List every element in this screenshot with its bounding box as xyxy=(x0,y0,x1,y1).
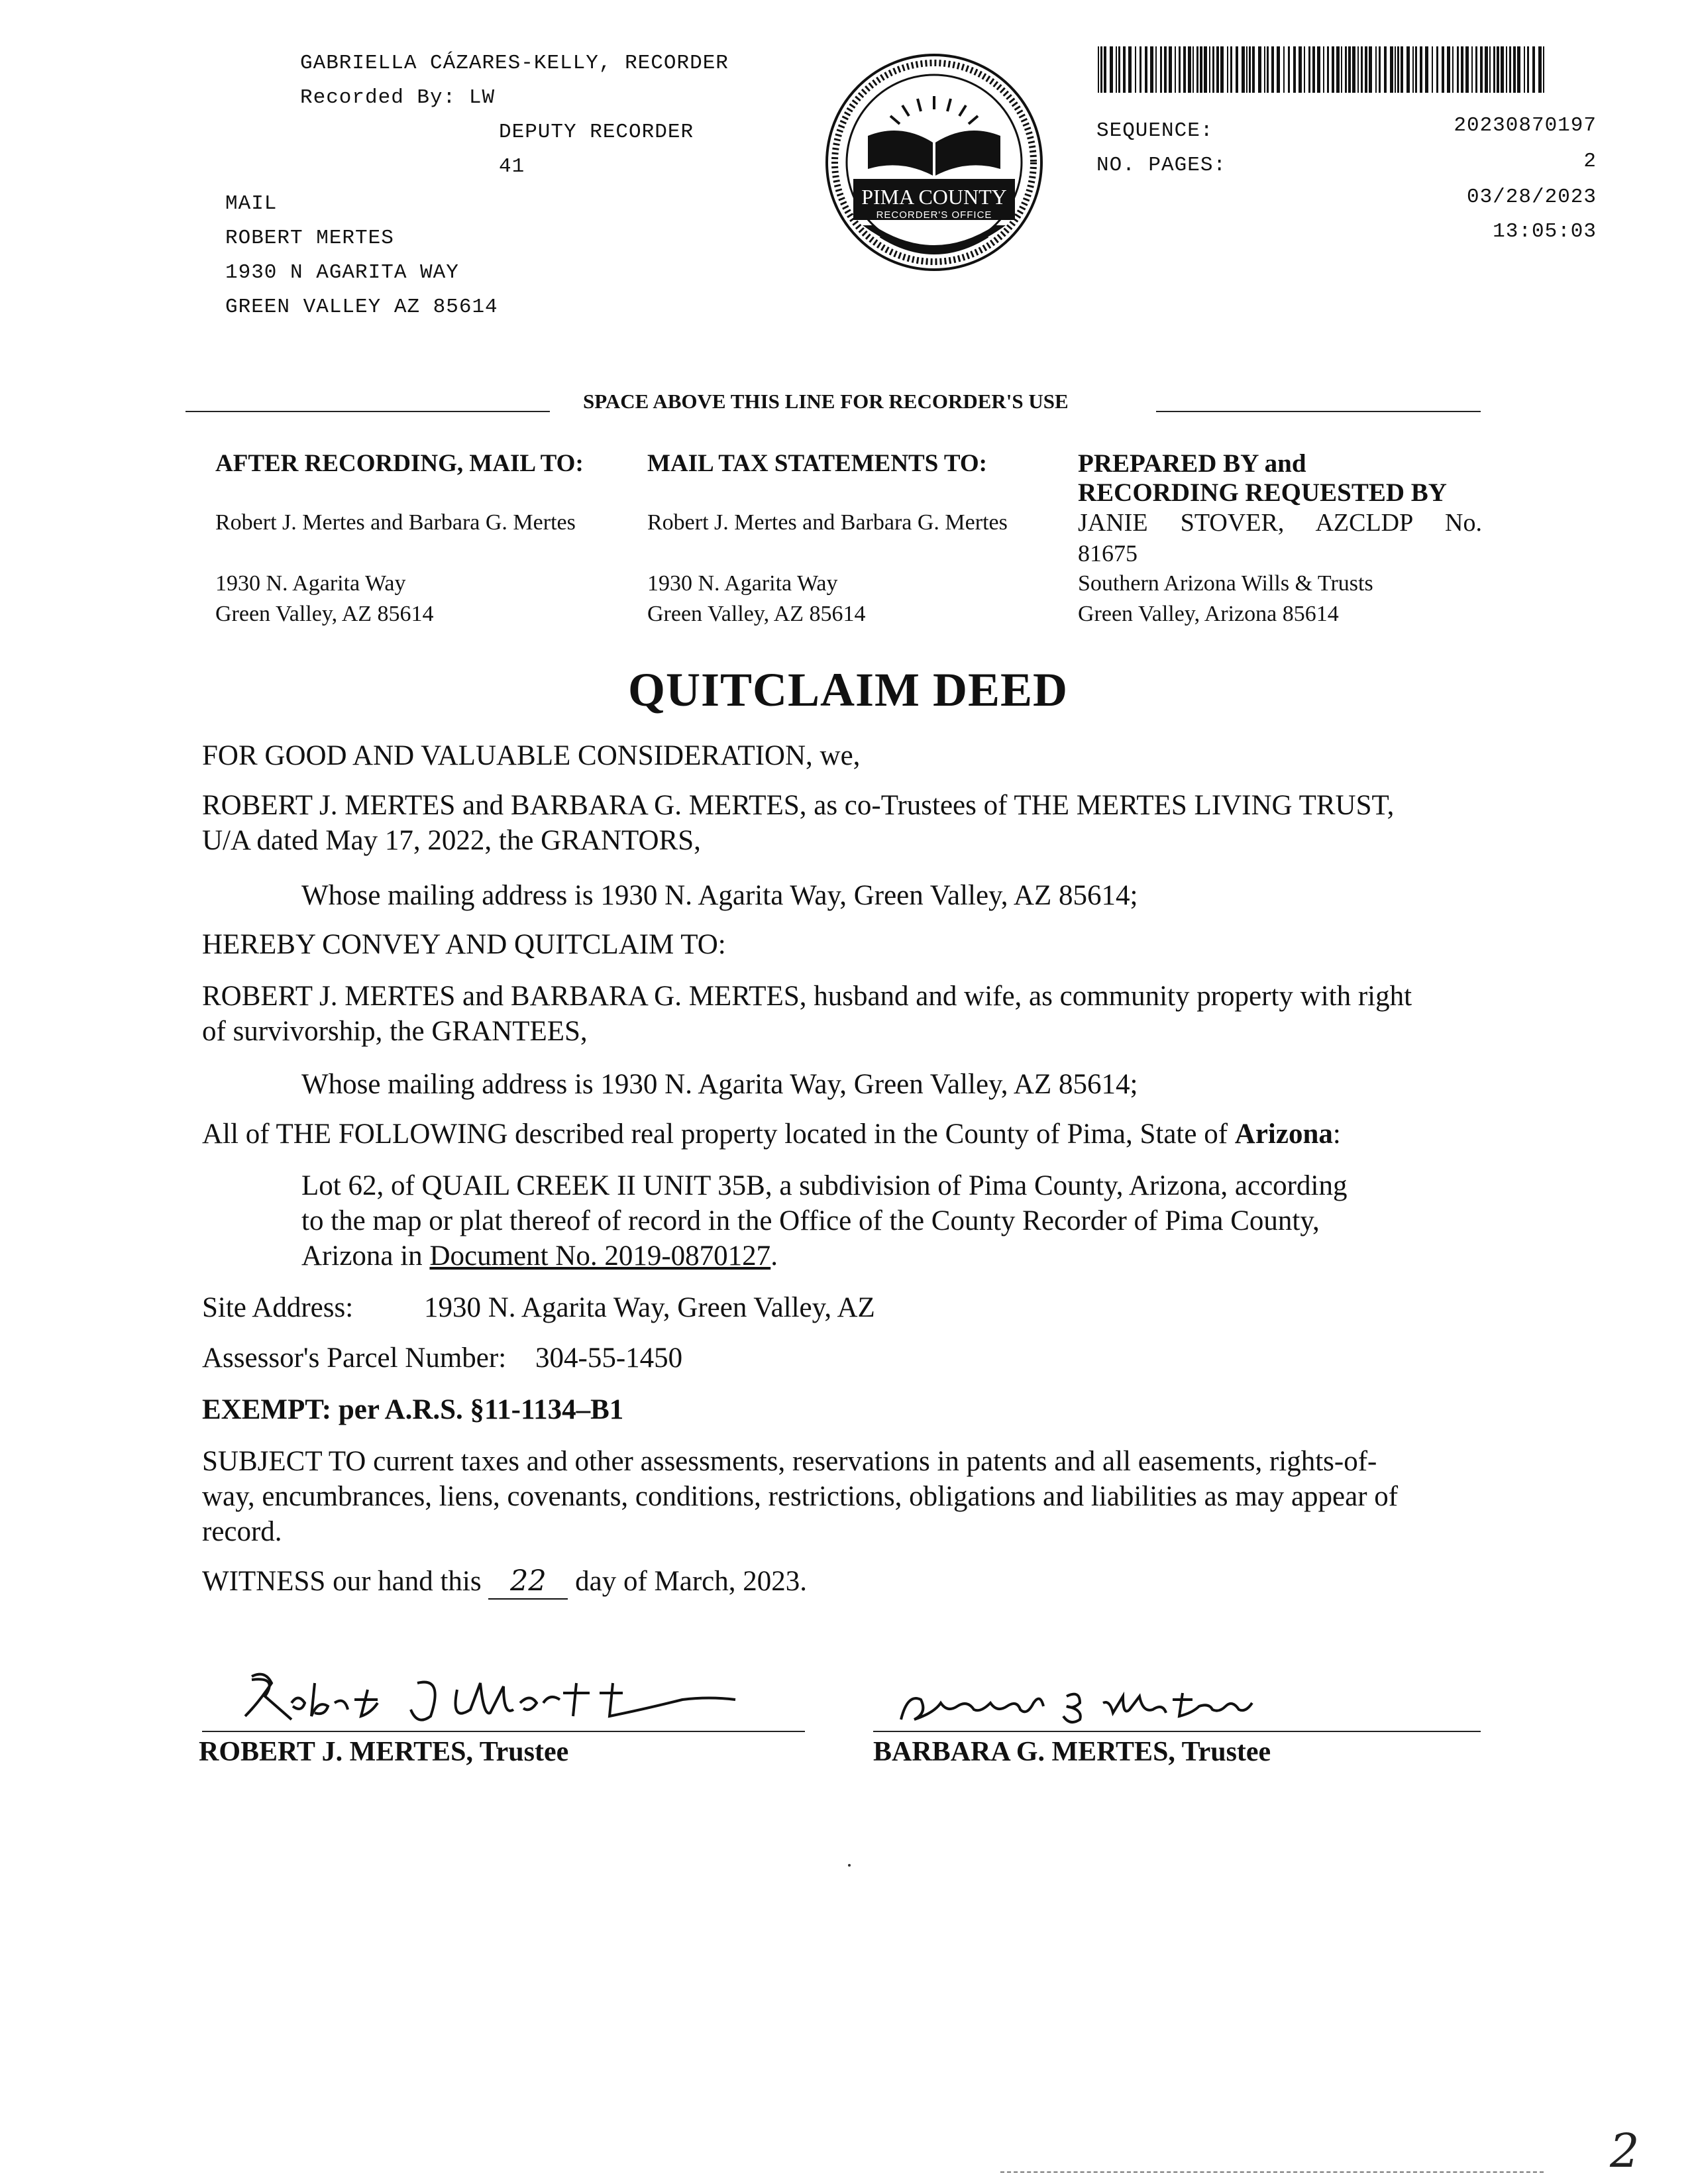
barcode-bar xyxy=(1361,46,1363,93)
barcode-bar xyxy=(1135,46,1136,93)
mail-tax-column xyxy=(647,449,1071,629)
sequence-label: SEQUENCE: xyxy=(1096,119,1214,142)
prepared-by-firm: Southern Arizona Wills & Trusts xyxy=(1078,571,1373,596)
barcode-bar xyxy=(1200,46,1202,93)
barcode-bar xyxy=(1475,46,1477,93)
barcode-bar xyxy=(1485,46,1488,93)
barcode-bar xyxy=(1123,46,1126,93)
barcode-bar xyxy=(1524,46,1525,93)
record-date: 03/28/2023 xyxy=(1466,186,1597,209)
barbara-name: BARBARA G. MERTES, Trustee xyxy=(873,1737,1271,1767)
barcode-bar xyxy=(1480,46,1483,93)
barcode-bar xyxy=(1304,46,1305,93)
barcode-bar xyxy=(1420,46,1422,93)
robert-signature xyxy=(219,1663,768,1739)
barcode-bar xyxy=(1365,46,1367,93)
after-recording-city: Green Valley, AZ 85614 xyxy=(215,602,434,626)
after-recording-name: Robert J. Mertes and Barbara G. Mertes xyxy=(215,510,576,535)
mail-city: GREEN VALLEY AZ 85614 xyxy=(225,296,498,319)
barcode-bar xyxy=(1312,46,1315,93)
exempt-text: EXEMPT: per A.R.S. §11-1134–B1 xyxy=(202,1394,624,1425)
barcode-bar xyxy=(1179,46,1181,93)
barcode-bar xyxy=(1271,46,1274,93)
prepared-by-heading-1: PREPARED BY and xyxy=(1078,449,1306,478)
grantor-address: Whose mailing address is 1930 N. Agarita Way, Green Valley, AZ 85614; xyxy=(301,880,1138,911)
legal-line-2: to the map or plat thereof of record in the Office of the County Recorder of Pima County, xyxy=(301,1205,1320,1236)
grantees-line-1: ROBERT J. MERTES and BARBARA G. MERTES, husband and wife, as community property with right xyxy=(202,981,1412,1012)
barcode-bar xyxy=(1493,46,1495,93)
barbara-signature-graphic xyxy=(881,1673,1305,1733)
barcode-graphic xyxy=(1096,46,1547,93)
prepared-by-heading-2: RECORDING REQUESTED BY xyxy=(1078,478,1447,507)
barcode-bar xyxy=(1406,46,1410,93)
barcode-bar xyxy=(1249,46,1251,93)
mail-block xyxy=(225,187,498,325)
mail-name: ROBERT MERTES xyxy=(225,227,394,250)
property-colon: : xyxy=(1332,1119,1341,1150)
barcode-bar xyxy=(1145,46,1147,93)
barcode-bar xyxy=(1236,46,1238,93)
recorder-rule-left xyxy=(186,411,550,412)
recorder-name: GABRIELLA CÁZARES-KELLY, RECORDER xyxy=(300,52,729,75)
seal-line2: RECORDER'S OFFICE xyxy=(876,209,992,221)
barcode-bar xyxy=(1246,46,1247,93)
sequence-value: 20230870197 xyxy=(1454,114,1597,137)
barcode-bar xyxy=(1517,46,1520,93)
apn-label: Assessor's Parcel Number: xyxy=(202,1342,507,1374)
pages-label: NO. PAGES: xyxy=(1096,154,1227,177)
scan-edge-mark xyxy=(1000,2171,1544,2174)
witness-day-field: 22 xyxy=(488,1564,568,1600)
deputy-number: 41 xyxy=(499,155,525,178)
barcode-bar xyxy=(1379,46,1381,93)
barcode-bar xyxy=(1471,46,1473,93)
legal-line-3-suffix: . xyxy=(770,1240,778,1272)
barcode-bar xyxy=(1327,46,1329,93)
barcode-bar xyxy=(1465,46,1469,93)
barcode-bar xyxy=(1104,46,1106,93)
barcode-bar xyxy=(1212,46,1214,93)
barcode-bar xyxy=(1288,46,1290,93)
barcode-bar xyxy=(1332,46,1334,93)
document-title: QUITCLAIM DEED xyxy=(627,663,1069,716)
barcode-bar xyxy=(1188,46,1191,93)
barcode-bar xyxy=(1169,46,1172,93)
consideration-text: FOR GOOD AND VALUABLE CONSIDERATION, we, xyxy=(202,740,861,771)
mail-tax-heading: MAIL TAX STATEMENTS TO: xyxy=(647,450,987,477)
barcode-bar xyxy=(1150,46,1153,93)
robert-name: ROBERT J. MERTES, Trustee xyxy=(199,1737,569,1767)
barcode-bar xyxy=(1425,46,1428,93)
barcode-bar xyxy=(1317,46,1320,93)
barcode-bar xyxy=(1447,46,1450,93)
witness-line xyxy=(202,1564,807,1600)
barcode-bar xyxy=(1175,46,1176,93)
mail-tax-city: Green Valley, AZ 85614 xyxy=(647,602,866,626)
barcode-bar xyxy=(1415,46,1417,93)
barcode-bar xyxy=(1501,46,1504,93)
apn-value: 304-55-1450 xyxy=(535,1342,683,1374)
subject-line-1: SUBJECT TO current taxes and other assessments, reservations in patents and all easements, rights-of- xyxy=(202,1446,1377,1477)
barcode-bar xyxy=(1116,46,1117,93)
recorder-block xyxy=(300,46,729,184)
barcode-bar xyxy=(1155,46,1157,93)
robert-signature-graphic xyxy=(219,1663,768,1736)
barcode-bar xyxy=(1457,46,1459,93)
mail-street: 1930 N AGARITA WAY xyxy=(225,261,459,284)
recorder-rule-right xyxy=(1156,411,1481,412)
barcode-bar xyxy=(1118,46,1120,93)
after-recording-heading: AFTER RECORDING, MAIL TO: xyxy=(215,450,584,477)
subject-line-3: record. xyxy=(202,1516,282,1547)
barcode-bar xyxy=(1432,46,1433,93)
barcode-bar xyxy=(1298,46,1302,93)
barcode-bar xyxy=(1397,46,1399,93)
barcode-bar xyxy=(1395,46,1396,93)
stray-dot xyxy=(848,1864,851,1867)
barcode-bar xyxy=(1436,46,1438,93)
barcode-bar xyxy=(1341,46,1342,93)
record-time: 13:05:03 xyxy=(1493,220,1597,243)
barcode-bar xyxy=(1220,46,1224,93)
barcode-bar xyxy=(1369,46,1372,93)
pima-county-seal xyxy=(822,50,1047,275)
barcode-bar xyxy=(1204,46,1207,93)
barcode-bar xyxy=(1110,46,1113,93)
barcode-bar xyxy=(1461,46,1463,93)
barcode-bar xyxy=(1216,46,1219,93)
pages-value: 2 xyxy=(1583,150,1597,173)
barcode-bar xyxy=(1227,46,1228,93)
barcode-bar xyxy=(1098,46,1099,93)
barcode-bar xyxy=(1128,46,1132,93)
legal-line-1: Lot 62, of QUAIL CREEK II UNIT 35B, a subdivision of Pima County, Arizona, according xyxy=(301,1170,1348,1201)
barbara-signature xyxy=(881,1673,1305,1736)
after-recording-street: 1930 N. Agarita Way xyxy=(215,571,406,596)
barcode-bar xyxy=(1267,46,1269,93)
grantees-line-2: of survivorship, the GRANTEES, xyxy=(202,1016,588,1047)
barcode-bar xyxy=(1164,46,1167,93)
barcode-bar xyxy=(1192,46,1194,93)
recorder-use-label: SPACE ABOVE THIS LINE FOR RECORDER'S USE xyxy=(583,390,1069,413)
witness-prefix: WITNESS our hand this xyxy=(202,1566,489,1597)
barcode-bar xyxy=(1323,46,1324,93)
barcode-bar xyxy=(1384,46,1387,93)
prepared-by-column xyxy=(1078,449,1482,629)
barcode-bar xyxy=(1277,46,1280,93)
barcode-bar xyxy=(1527,46,1529,93)
barcode-bar xyxy=(1401,46,1403,93)
barbara-signature-line xyxy=(873,1731,1481,1732)
barcode-bar xyxy=(1209,46,1210,93)
barcode-bar xyxy=(1497,46,1499,93)
after-recording-column xyxy=(215,449,639,629)
mail-label: MAIL xyxy=(225,192,278,215)
barcode-bar xyxy=(1258,46,1261,93)
barcode-bar xyxy=(1283,46,1285,93)
deputy-recorder: DEPUTY RECORDER xyxy=(499,121,694,144)
barcode-bar xyxy=(1352,46,1355,93)
convey-text: HEREBY CONVEY AND QUITCLAIM TO: xyxy=(202,929,726,960)
barcode-bar xyxy=(1348,46,1351,93)
legal-line-3 xyxy=(301,1239,778,1274)
barcode-bar xyxy=(1452,46,1454,93)
property-state: Arizona xyxy=(1234,1119,1333,1150)
barcode-bar xyxy=(1242,46,1245,93)
barcode-bar xyxy=(1183,46,1186,93)
mail-tax-name: Robert J. Mertes and Barbara G. Mertes xyxy=(647,510,1008,535)
seal-graphic xyxy=(822,50,1047,275)
prepared-by-name: JANIE STOVER, AZCLDP No. xyxy=(1078,509,1482,537)
site-address-value: 1930 N. Agarita Way, Green Valley, AZ xyxy=(424,1292,875,1323)
prepared-by-number: 81675 xyxy=(1078,540,1138,567)
barcode-bar xyxy=(1543,46,1544,93)
barcode-bar xyxy=(1264,46,1265,93)
legal-line-3-prefix: Arizona in xyxy=(301,1240,430,1272)
grantee-address: Whose mailing address is 1930 N. Agarita Way, Green Valley, AZ 85614; xyxy=(301,1069,1138,1100)
barcode-bar xyxy=(1509,46,1511,93)
barcode-bar xyxy=(1345,46,1347,93)
barcode-bar xyxy=(1357,46,1359,93)
site-address-label: Site Address: xyxy=(202,1292,354,1323)
seal-line1: PIMA COUNTY xyxy=(861,185,1007,209)
barcode-bar xyxy=(1230,46,1232,93)
barcode xyxy=(1096,46,1547,93)
grantors-line-2: U/A dated May 17, 2022, the GRANTORS, xyxy=(202,825,701,856)
barcode-bar xyxy=(1375,46,1377,93)
recorded-by: Recorded By: LW xyxy=(300,86,496,109)
handwritten-page-number: 2 xyxy=(1610,2124,1640,2178)
property-intro xyxy=(202,1117,1341,1152)
barcode-bar xyxy=(1196,46,1198,93)
barcode-bar xyxy=(1140,46,1141,93)
barcode-bar xyxy=(1390,46,1393,93)
barcode-bar xyxy=(1506,46,1507,93)
barcode-bar xyxy=(1489,46,1491,93)
barcode-bar xyxy=(1532,46,1535,93)
barcode-bar xyxy=(1513,46,1516,93)
barcode-bar xyxy=(1336,46,1340,93)
robert-signature-line xyxy=(202,1731,805,1732)
barcode-bar xyxy=(1100,46,1102,93)
grantors-line-1: ROBERT J. MERTES and BARBARA G. MERTES, as co-Trustees of THE MERTES LIVING TRUST, xyxy=(202,790,1395,821)
barcode-bar xyxy=(1412,46,1414,93)
property-intro-text: All of THE FOLLOWING described real property located in the County of Pima, State of xyxy=(202,1119,1235,1150)
barcode-bar xyxy=(1538,46,1542,93)
mail-tax-street: 1930 N. Agarita Way xyxy=(647,571,838,596)
subject-line-2: way, encumbrances, liens, covenants, conditions, restrictions, obligations and liabilities as may appear of xyxy=(202,1481,1399,1512)
barcode-bar xyxy=(1308,46,1310,93)
barcode-bar xyxy=(1442,46,1444,93)
witness-suffix: day of March, 2023. xyxy=(568,1566,807,1597)
barcode-bar xyxy=(1252,46,1255,93)
prepared-by-city: Green Valley, Arizona 85614 xyxy=(1078,602,1339,626)
barcode-bar xyxy=(1160,46,1162,93)
document-number: Document No. 2019-0870127 xyxy=(429,1240,771,1272)
barcode-bar xyxy=(1293,46,1296,93)
